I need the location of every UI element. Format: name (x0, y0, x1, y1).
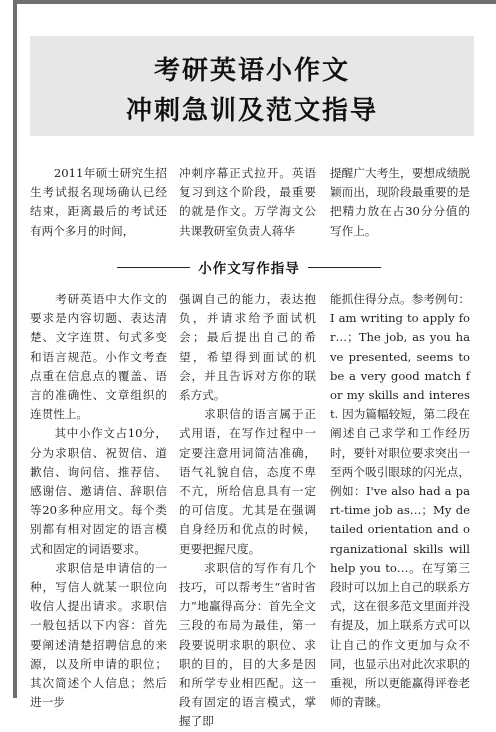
body-column-1: 考研英语中大作文的要求是内容切题、表达清楚、文字连贯、句式多变和语言规范。小作文考查点重在信息点的覆盖、语言的准确性、文章组织的连贯性上。 其中小作文占10分，分为求职信、祝贺信、道歉信、询问信、推荐信、感谢信、邀请信、辞职信等20多种应用文。每个类别都有相对固定的语言模式和固定的词语要求。 求职信是申请信的一种，写信人就某一职位向收信人提出请求。求职信一般包括以下内容：首先要阐述清楚招聘信息的来源，以及所申请的职位；其次简述个人信息；然后进一步 (30, 292, 167, 710)
intro-column-1: 2011年硕士研究生招生考试报名现场确认已经结束，距离最后的考试还有两个多月的时间， (30, 166, 167, 238)
article-title-line-2: 冲刺急训及范文指导 (125, 96, 378, 126)
intro-column-2: 冲刺序幕正式拉开。英语复习到这个阶段，最重要的就是作文。万学海文公共课教研室负责人蒋华 (179, 166, 316, 238)
title-box (30, 36, 474, 136)
intro-column-3: 提醒广大考生，要想成绩脱颖而出，现阶段最重要的是把精力放在占30分分值的写作上。 (330, 166, 470, 238)
section-rule-left (117, 267, 190, 268)
section-heading-text: 小作文写作指导 (198, 261, 300, 277)
section-rule-right (308, 267, 381, 268)
section-heading (117, 256, 381, 278)
body-column-2: 强调自己的能力，表达抱负，并请求给予面试机会；最后提出自己的希望，希望得到面试的机会，并且告诉对方你的联系方式。 求职信的语言属于正式用语，在写作过程中一定要注意用词简洁准确，语气礼貌自信，态度不卑不亢，所给信息具有一定的可信度。尤其是在强调自身经历和优点的时候，更要把握尺度。 求职信的写作有几个技巧，可以帮考生“省时省力”地赢得高分：首先全文三段的布局为最佳，第一段要说明求职的职位、求职的目的，目的大多是因和所学专业相匹配。这一段有固定的语言模式，掌握了即 (179, 292, 316, 729)
article-title-line-1: 考研英语小作文 (153, 56, 350, 86)
body-column-3: 能抓住得分点。参考例句：I am writing to apply for…；The job, as you have presented, seems to be a very good match for my skills and interest. 因为篇幅较短，第二段在阐述自己求学和工作经历时，要针对职位要求突出一至两个吸引眼球的闪光点，例如：I've also had a part-time job as…；My detailed orientation and organizational skills will help you to…。在写第三段时可以加上自己的联系方式，这在很多范文里面并没有提及，加上联系方式可以让自己的作文更加与众不同，也显示出对此次求职的重视，所以更能赢得评卷老师的青睐。 (330, 292, 474, 710)
page-border-top (13, 0, 496, 4)
page-border-left (13, 0, 17, 698)
